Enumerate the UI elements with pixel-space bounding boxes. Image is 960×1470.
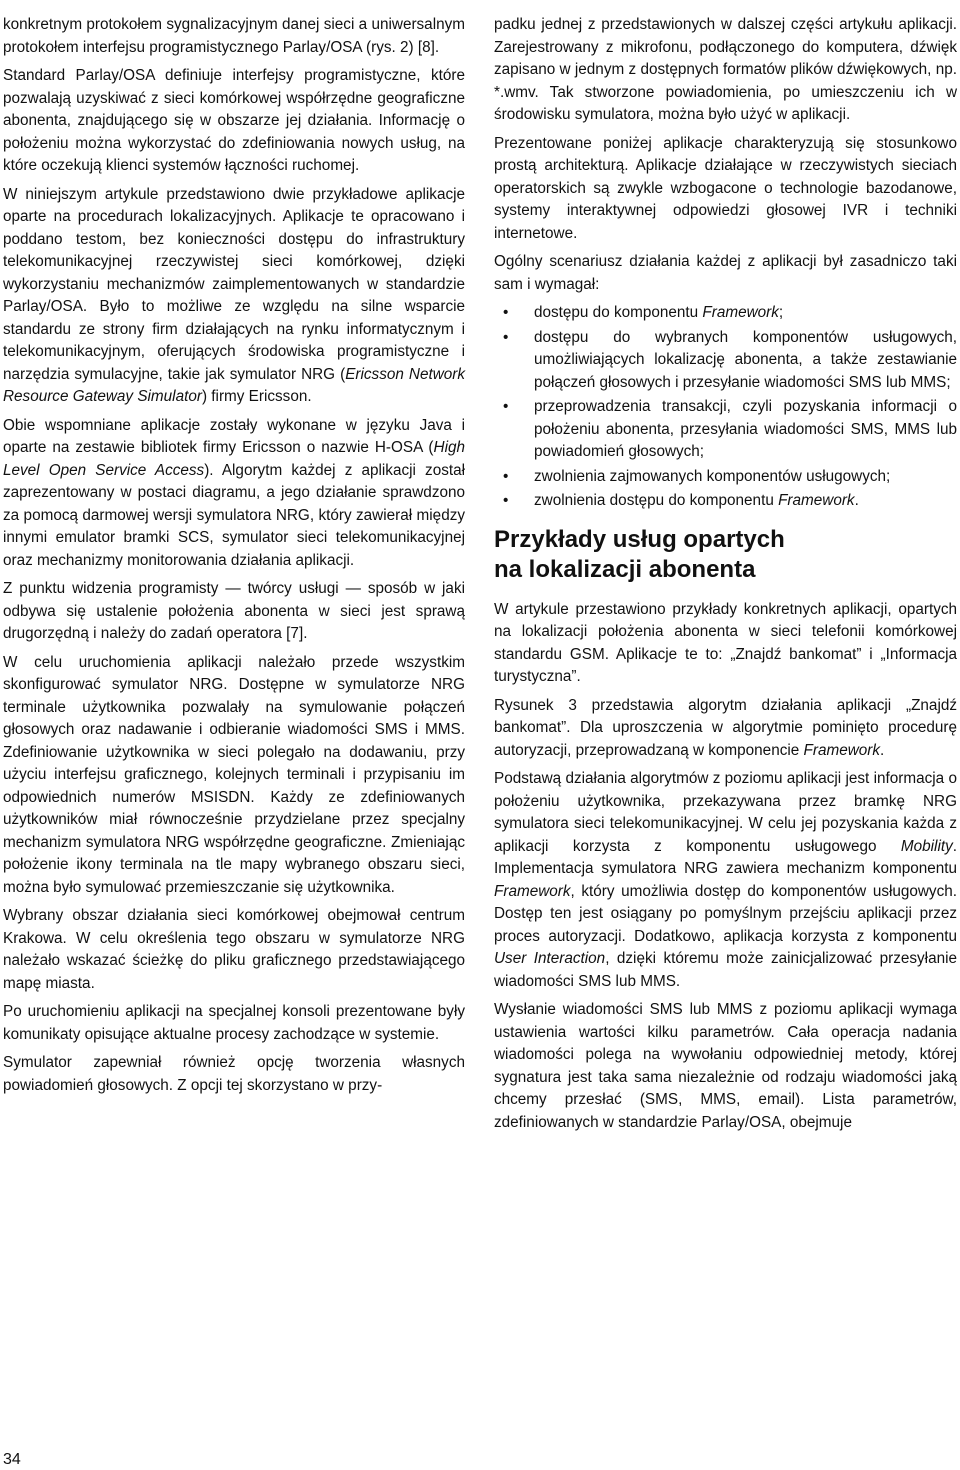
paragraph: W niniejszym artykule przedstawiono dwie przykładowe aplikacje oparte na procedurach lokalizacyjnych. Aplikacje te opracowano i poddano testom, bez konieczności dostępu do infrastruktury telekomunikacyjnej rzeczywistej sieci komórkowej, dzięki wykorzystaniu mechanizmów zaimplementowanych w standardzie Parlay/OSA. Było to możliwe ze względu na silne wsparcie standardu ze strony firm działających na rynku informatycznym i telekomunikacyjnym, oferujących środowiska programistyczne i narzędzia symulacyjne, takie jak symulator NRG (Ericsson Network Resource Gateway Simulator) firmy Ericsson. [3,185,465,405]
section-heading-line: Przykłady usług opartych [494,525,785,553]
paragraph: Prezentowane poniżej aplikacje charakteryzują się stosunkowo prostą architekturą. Aplikacje działające w rzeczywistych sieciach operatorskich są zwykle wzbogacone o technologie bazodanowe, systemy interaktywnej odpowiedzi głosowej IVR i techniki internetowe. [494,134,957,242]
list-item: • przeprowadzenia transakcji, czyli pozyskania informacji o położeniu abonenta, przesyłania wiadomości SMS, MMS lub powiadomień głosowych; [494,396,957,464]
paragraph: Obie wspomniane aplikacje zostały wykonane w języku Java i oparte na zestawie bibliotek firmy Ericsson o nazwie H-OSA (High Level Open Service Access). Algorytm każdej z aplikacji został zaprezentowany w postaci diagramu, a jego działanie sprawdzono za pomocą darmowej wersji symulatora NRG, który zawierał między innymi emulator bramki SCS, symulator sieci telekomunikacyjnej oraz mechanizmy monitorowania działania aplikacji. [3,416,466,569]
paragraph: padku jednej z przedstawionych w dalszej części artykułu aplikacji. Zarejestrowany z mikrofonu, podłączonego do komputera, dźwięk zapisano w jednym z dostępnych formatów plików dźwiękowych, np. *.wmv. Tak stworzone powiadomienia, po umieszczeniu ich w środowisku symulatora, można było użyć w aplikacji. [494,16,957,123]
paragraph: Standard Parlay/OSA definiuje interfejsy programistyczne, które pozwalają uzyskiwać z sieci komórkowej współrzędne geograficzne abonenta, znajdującego się w obszarze jej działania. Informację o położeniu można wykorzystać do zdefiniowania nowych usług, na które oczekują klienci systemów łączności ruchomej. [3,67,465,174]
paragraph: Po uruchomieniu aplikacji na specjalnej konsoli prezentowane były komunikaty opisujące aktualne procesy zachodzące w systemie. [3,1003,465,1043]
paragraph: Symulator zapewniał również opcję tworzenia własnych powiadomień głosowych. Z opcji tej skorzystano w przy- [3,1054,465,1094]
paragraph: Wybrany obszar działania sieci komórkowej obejmował centrum Krakowa. W celu określenia tego obszaru w symulatorze NRG należało wskazać ścieżkę do pliku graficznego przedstawiającego mapę miasta. [3,907,465,992]
list-item: • dostępu do wybranych komponentów usługowych, umożliwiających lokalizację abonenta, a także zestawianie połączeń głosowych i przesyłanie wiadomości SMS lub MMS; [494,327,957,395]
paragraph: W celu uruchomienia aplikacji należało przede wszystkim skonfigurować symulator NRG. Dostępne w symulatorze NRG terminale użytkownika pozwalały na symulowanie połączeń głosowych oraz nadawanie i odbieranie wiadomości SMS i MMS. Zdefiniowanie użytkownika w sieci polegało na dodawaniu, przy użyciu interfejsu graficznego, kolejnych terminali i przypisaniu im odpowiednich numerów MSISDN. Każdy ze zdefiniowanych użytkowników miał równocześnie przydzielane przez specjalny mechanizm symulatora NRG współrzędne geograficzne. Zmieniając położenie ikony terminala na tle mapy wybranego obszaru sieci, można było symulować przemieszczanie się użytkownika. [3,653,465,896]
paragraph: W artykule przestawiono przykłady konkretnych aplikacji, opartych na lokalizacji położenia abonenta w sieci telefonii komórkowej standardu GSM. Aplikacje te to: „Znajdź bankomat” i „Informacja turystyczna”. [494,600,957,685]
section-heading [494,525,957,585]
paragraph: Rysunek 3 przedstawia algorytm działania aplikacji „Znajdź bankomat”. Dla uproszczenia w algorytmie pominięto procedurę autoryzacji, przeprowadzaną w komponencie Framework. [494,696,957,759]
page-number: 34 [3,1451,21,1468]
list-item: • zwolnienia zajmowanych komponentów usługowych; [494,466,957,489]
paragraph: Wysłanie wiadomości SMS lub MMS z poziomu aplikacji wymaga ustawienia wartości kilku parametrów. Cała operacja nadania wiadomości polega na wywołaniu odpowiedniej metody, której sygnatura jest taka sama niezależnie od rodzaju wiadomości jaką chcemy przesłać (SMS, MMS, email). Lista parametrów, zdefiniowanych w standardzie Parlay/OSA, obejmuje [494,1001,957,1131]
list-item: • dostępu do komponentu Framework; [494,302,957,325]
paragraph: Podstawą działania algorytmów z poziomu aplikacji jest informacja o położeniu użytkownika, przekazywana przez bramkę NRG symulatora sieci telekomunikacyjnej. W celu jej pozyskania każda z aplikacji korzysta z komponentu usługowego Mobility. Implementacja symulatora NRG zawiera mechanizm komponentu Framework, który umożliwia dostęp do komponentów usługowych. Dostęp ten jest osiągany po pomyślnym przejściu aplikacji przez proces autoryzacji. Dodatkowo, aplikacja korzysta z komponentu User Interaction, dzięki któremu może zainicjalizować przesyłanie wiadomości SMS lub MMS. [494,770,957,990]
right-column [494,14,957,1140]
left-column [3,14,465,1103]
list-item: • zwolnienia dostępu do komponentu Framework. [494,490,957,513]
paragraph: konkretnym protokołem sygnalizacyjnym danej sieci a uniwersalnym protokołem interfejsu programistycznego Parlay/OSA (rys. 2) [8]. [3,16,465,56]
requirements-list [494,302,957,513]
paragraph: Z punktu widzenia programisty — twórcy usługi — sposób w jaki odbywa się ustalenie położenia abonenta w sieci jest sprawą drugorzędną i należy do zadań operatora [7]. [3,580,465,642]
paragraph: Ogólny scenariusz działania każdej z aplikacji był zasadniczo taki sam i wymagał: [494,253,957,293]
section-heading-line: na lokalizacji abonenta [494,555,756,583]
